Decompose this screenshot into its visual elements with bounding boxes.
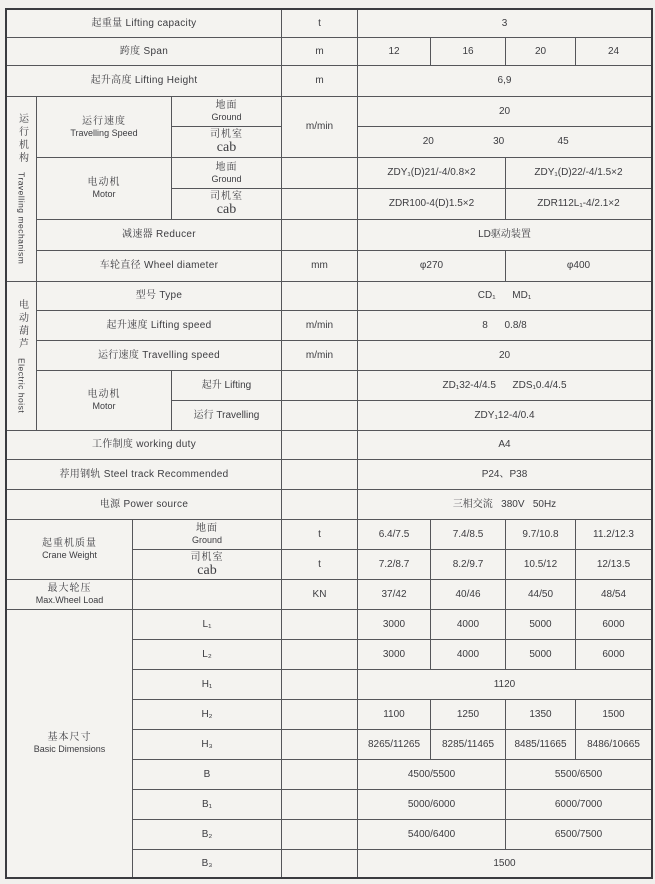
dim-H3-value: 8486/10665 (576, 730, 651, 759)
section-travelling-mechanism (7, 97, 36, 281)
dim-L2-value: 3000 (358, 640, 430, 669)
hoist-motor-label: 电动机 Motor (37, 371, 171, 430)
hoist-lifting-speed-unit: m/min (282, 311, 357, 340)
span-unit: m (282, 38, 357, 65)
max-wheel-load-value: 37/42 (358, 580, 430, 609)
travelling-motor-ground-value: ZDY₁(D)21/-4/0.8×2 (358, 158, 505, 188)
crane-weight-ground-unit: t (282, 520, 357, 549)
crane-specification-table (5, 8, 653, 879)
dim-H3-value: 8485/11665 (506, 730, 575, 759)
lifting-height-unit: m (282, 66, 357, 96)
empty-cell (133, 580, 281, 609)
dim-H1-value: 1120 (358, 670, 651, 699)
empty-unit-cell (282, 790, 357, 819)
dim-H2-label: H₂ (133, 700, 281, 729)
empty-unit-cell (282, 220, 357, 250)
wheel-diameter-value: φ400 (506, 251, 651, 281)
travelling-motor-ground-value: ZDY₁(D)22/-4/1.5×2 (506, 158, 651, 188)
dim-H1-label: H₁ (133, 670, 281, 699)
crane-weight-cab-label: 司机室 cab (133, 550, 281, 579)
crane-weight-cab-value: 7.2/8.7 (358, 550, 430, 579)
travelling-speed-cab-label: 司机室 cab (172, 127, 281, 157)
hoist-motor-travelling-label: 运行 Travelling (172, 401, 281, 430)
empty-unit-cell (282, 490, 357, 519)
max-wheel-load-unit: KN (282, 580, 357, 609)
travelling-motor-cab-label: 司机室 cab (172, 189, 281, 219)
empty-unit-cell (282, 700, 357, 729)
dim-B-value: 4500/5500 (358, 760, 505, 789)
dim-H3-value: 8285/11465 (431, 730, 505, 759)
steel-track-label: 荐用钢轨 Steel track Recommended (7, 460, 281, 489)
wheel-diameter-label: 车轮直径 Wheel diameter (37, 251, 281, 281)
steel-track-value: P24、P38 (358, 460, 651, 489)
empty-unit-cell (282, 850, 357, 877)
section-travelling-mechanism-en: Travelling mechanism (16, 172, 27, 265)
section-electric-hoist-en: Electric hoist (16, 357, 27, 414)
empty-unit-cell (282, 820, 357, 849)
dim-B1-value: 6000/7000 (506, 790, 651, 819)
dim-L2-value: 5000 (506, 640, 575, 669)
dim-L2-value: 6000 (576, 640, 651, 669)
hoist-type-value: CD₁ MD₁ (358, 282, 651, 310)
travelling-speed-unit: m/min (282, 97, 357, 157)
lifting-height-value: 6,9 (358, 66, 651, 96)
crane-weight-ground-label: 地面 Ground (133, 520, 281, 549)
power-source-label: 电源 Power source (7, 490, 281, 519)
empty-unit-cell (282, 401, 357, 430)
empty-unit-cell (282, 730, 357, 759)
dim-L1-value: 5000 (506, 610, 575, 639)
max-wheel-load-label: 最大轮压 Max.Wheel Load (7, 580, 132, 609)
dim-B3-label: B₃ (133, 850, 281, 877)
lifting-capacity-label: 起重量 Lifting capacity (7, 10, 281, 37)
travelling-speed-cab-values: 20 30 45 (358, 127, 651, 157)
crane-weight-cab-value: 8.2/9.7 (431, 550, 505, 579)
hoist-travelling-speed-value: 20 (358, 341, 651, 370)
dim-B1-label: B₁ (133, 790, 281, 819)
dim-B-label: B (133, 760, 281, 789)
travelling-motor-label: 电动机 Motor (37, 158, 171, 219)
dim-H3-value: 8265/11265 (358, 730, 430, 759)
crane-weight-ground-value: 7.4/8.5 (431, 520, 505, 549)
empty-unit-cell (282, 460, 357, 489)
empty-unit-cell (282, 282, 357, 310)
max-wheel-load-value: 44/50 (506, 580, 575, 609)
max-wheel-load-value: 40/46 (431, 580, 505, 609)
dim-L1-value: 3000 (358, 610, 430, 639)
power-source-value: 三相交流 380V 50Hz (358, 490, 651, 519)
travelling-speed-label: 运行速度 Travelling Speed (37, 97, 171, 157)
hoist-travelling-speed-label: 运行速度 Travelling speed (37, 341, 281, 370)
empty-unit-cell (282, 371, 357, 400)
travelling-motor-cab-value: ZDR112L₁-4/2.1×2 (506, 189, 651, 219)
travelling-speed-ground-value: 20 (358, 97, 651, 126)
crane-weight-label: 起重机质量 Crane Weight (7, 520, 132, 579)
lifting-capacity-unit: t (282, 10, 357, 37)
crane-weight-cab-unit: t (282, 550, 357, 579)
dim-B3-value: 1500 (358, 850, 651, 877)
hoist-lifting-speed-value: 8 0.8/8 (358, 311, 651, 340)
hoist-travelling-speed-unit: m/min (282, 341, 357, 370)
dim-B2-value: 6500/7500 (506, 820, 651, 849)
travelling-motor-ground-label: 地面 Ground (172, 158, 281, 188)
empty-unit-cell (282, 640, 357, 669)
crane-weight-ground-value: 6.4/7.5 (358, 520, 430, 549)
reducer-label: 减速器 Reducer (37, 220, 281, 250)
empty-unit-cell (282, 670, 357, 699)
hoist-motor-lifting-value: ZD₁32-4/4.5 ZDS₁0.4/4.5 (358, 371, 651, 400)
span-value: 12 (358, 38, 430, 65)
span-value: 24 (576, 38, 651, 65)
dim-L1-value: 4000 (431, 610, 505, 639)
crane-weight-cab-value: 12/13.5 (576, 550, 651, 579)
empty-unit-cell (282, 760, 357, 789)
empty-unit-cell (282, 189, 357, 219)
hoist-lifting-speed-label: 起升速度 Lifting speed (37, 311, 281, 340)
dim-H2-value: 1350 (506, 700, 575, 729)
reducer-value: LD驱动装置 (358, 220, 651, 250)
dim-H2-value: 1500 (576, 700, 651, 729)
dim-B2-label: B₂ (133, 820, 281, 849)
crane-weight-ground-value: 9.7/10.8 (506, 520, 575, 549)
empty-unit-cell (282, 158, 357, 188)
dim-H3-label: H₃ (133, 730, 281, 759)
dim-H2-value: 1250 (431, 700, 505, 729)
dim-L1-label: L₁ (133, 610, 281, 639)
dim-H2-value: 1100 (358, 700, 430, 729)
empty-unit-cell (282, 431, 357, 459)
dim-L1-value: 6000 (576, 610, 651, 639)
span-value: 16 (431, 38, 505, 65)
crane-weight-ground-value: 11.2/12.3 (576, 520, 651, 549)
travelling-speed-ground-label: 地面 Ground (172, 97, 281, 126)
section-electric-hoist (7, 282, 36, 430)
hoist-motor-lifting-label: 起升 Lifting (172, 371, 281, 400)
section-travelling-mechanism-zh: 运行机构 (16, 113, 28, 166)
wheel-diameter-unit: mm (282, 251, 357, 281)
travelling-motor-cab-value: ZDR100-4(D)1.5×2 (358, 189, 505, 219)
dim-L2-label: L₂ (133, 640, 281, 669)
max-wheel-load-value: 48/54 (576, 580, 651, 609)
dim-B-value: 5500/6500 (506, 760, 651, 789)
hoist-type-label: 型号 Type (37, 282, 281, 310)
crane-weight-cab-value: 10.5/12 (506, 550, 575, 579)
working-duty-value: A4 (358, 431, 651, 459)
dim-B1-value: 5000/6000 (358, 790, 505, 819)
section-electric-hoist-zh: 电动葫芦 (16, 298, 28, 351)
dim-B2-value: 5400/6400 (358, 820, 505, 849)
lifting-height-label: 起升高度 Lifting Height (7, 66, 281, 96)
hoist-motor-travelling-value: ZDY₁12-4/0.4 (358, 401, 651, 430)
span-value: 20 (506, 38, 575, 65)
basic-dimensions-label: 基本尺寸 Basic Dimensions (7, 610, 132, 877)
lifting-capacity-value: 3 (358, 10, 651, 37)
wheel-diameter-value: φ270 (358, 251, 505, 281)
span-label: 跨度 Span (7, 38, 281, 65)
dim-L2-value: 4000 (431, 640, 505, 669)
empty-unit-cell (282, 610, 357, 639)
working-duty-label: 工作制度 working duty (7, 431, 281, 459)
